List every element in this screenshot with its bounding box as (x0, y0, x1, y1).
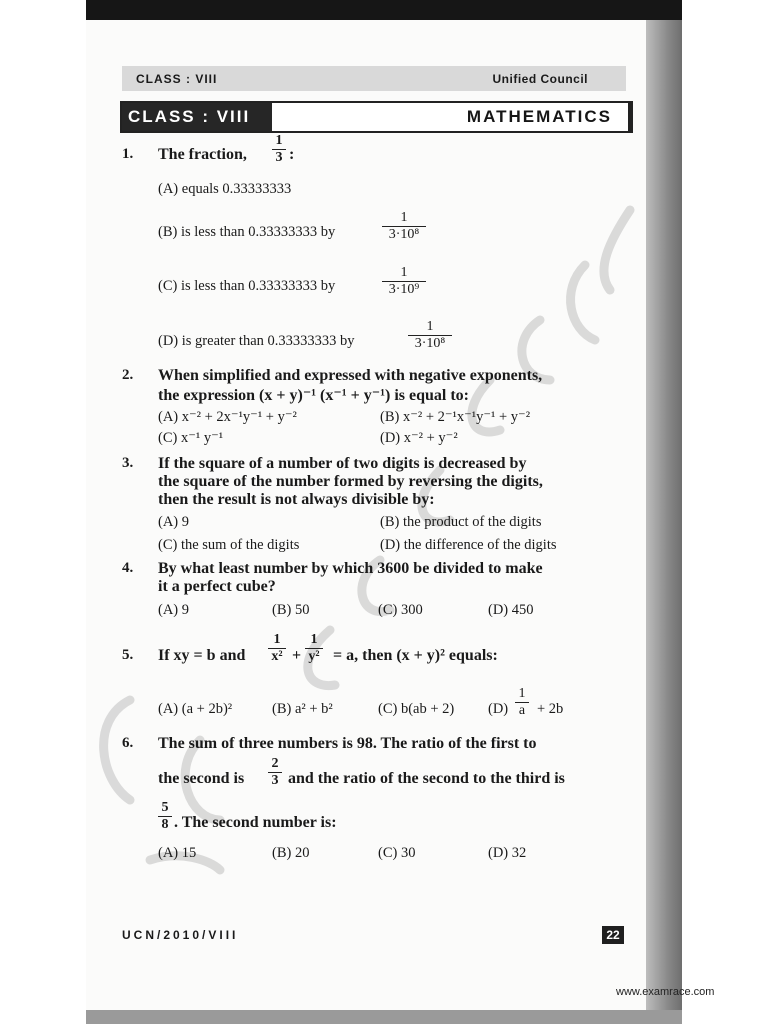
q5-stem-b: = a, then (x + y)² equals: (333, 647, 498, 664)
q4-option-c: (C) 300 (378, 602, 423, 618)
q5-option-b: (B) a² + b² (272, 701, 333, 717)
running-header (122, 66, 626, 91)
q6-option-d: (D) 32 (488, 845, 527, 861)
q5-fraction-2 (305, 632, 323, 665)
q1-option-c: (C) is less than 0.33333333 by (158, 278, 336, 294)
q3-line-3: then the result is not always divisible by: (158, 491, 435, 508)
q5-option-a: (A) (a + 2b)² (158, 701, 233, 717)
q1-option-b: (B) is less than 0.33333333 by (158, 224, 336, 240)
q5-stem-a: If xy = b and (158, 647, 246, 664)
q5-number: 5. (122, 647, 134, 663)
q6-f2-denominator: 8 (158, 816, 172, 833)
section-title-bar (120, 101, 633, 133)
q4-option-a: (A) 9 (158, 602, 190, 618)
q5-f1-numerator: 1 (273, 632, 281, 647)
q1-colon: : (289, 146, 295, 163)
q4-number: 4. (122, 560, 134, 576)
q3-line-2: the square of the number formed by reversing the digits, (158, 473, 543, 490)
q5-f2-numerator: 1 (310, 632, 318, 647)
q6-option-b: (B) 20 (272, 845, 310, 861)
q6-f1-denominator: 3 (268, 772, 282, 789)
q5-f1-denominator: x² (268, 648, 286, 665)
q5-fraction-1 (268, 632, 286, 665)
q1-fraction (272, 133, 286, 166)
section-class: CLASS : VIII (122, 103, 272, 131)
q3-option-b: (B) the product of the digits (380, 514, 542, 530)
q6-f2-numerator: 5 (161, 800, 169, 815)
header-class: CLASS : VIII (136, 72, 218, 86)
q2-line-1: When simplified and expressed with negative exponents, (158, 367, 543, 384)
footer-code: UCN/2010/VIII (122, 928, 239, 942)
q5-d-numerator: 1 (518, 686, 526, 701)
header-council: Unified Council (492, 72, 588, 86)
q2-line-2: the expression (x + y)⁻¹ (x⁻¹ + y⁻¹) is equal to: (158, 387, 469, 404)
q5-d-denominator: a (515, 702, 529, 719)
q1-option-d: (D) is greater than 0.33333333 by (158, 333, 355, 349)
q1-b-numerator: 1 (400, 210, 408, 225)
q6-fraction-2 (158, 800, 172, 833)
section-subject: MATHEMATICS (466, 107, 612, 126)
q1-number: 1. (122, 146, 134, 162)
q2-option-d: (D) x⁻² + y⁻² (380, 430, 458, 446)
q6-line-1: The sum of three numbers is 98. The ratio of the first to (158, 735, 537, 752)
q1-fraction-denominator: 3 (272, 149, 286, 166)
q4-option-d: (D) 450 (488, 602, 534, 618)
q5-option-d-fraction (515, 686, 529, 719)
q4-line-2: it a perfect cube? (158, 578, 276, 595)
q3-option-d: (D) the difference of the digits (380, 537, 557, 553)
scan-right-edge (646, 20, 682, 1010)
q1-option-b-fraction (382, 210, 426, 243)
q1-stem: The fraction, (158, 146, 247, 163)
q1-c-numerator: 1 (400, 265, 408, 280)
q6-fraction-1 (268, 756, 282, 789)
q2-option-a: (A) x⁻² + 2x⁻¹y⁻¹ + y⁻² (158, 409, 297, 425)
scan-bottom-edge (86, 1010, 682, 1024)
q2-option-c: (C) x⁻¹ y⁻¹ (158, 430, 224, 446)
q2-option-b: (B) x⁻² + 2⁻¹x⁻¹y⁻¹ + y⁻² (380, 409, 531, 425)
q6-line-2b: and the ratio of the second to the third is (288, 770, 565, 787)
q6-option-c: (C) 30 (378, 845, 416, 861)
q1-d-numerator: 1 (426, 319, 434, 334)
q5-option-d-label: (D) (488, 701, 509, 717)
q4-line-1: By what least number by which 3600 be divided to make (158, 560, 543, 577)
q3-line-1: If the square of a number of two digits is decreased by (158, 455, 527, 472)
q1-fraction-numerator: 1 (275, 133, 283, 148)
page-number-badge: 22 (602, 926, 624, 944)
q1-d-denominator: 3·10⁸ (408, 335, 452, 352)
q1-option-a: (A) equals 0.33333333 (158, 181, 292, 197)
scan-top-edge (86, 0, 682, 20)
q5-f2-denominator: y² (305, 648, 323, 665)
q6-f1-numerator: 2 (271, 756, 279, 771)
q6-line-2a: the second is (158, 770, 245, 787)
q1-c-denominator: 3·10⁹ (382, 281, 426, 298)
q6-line-3: . The second number is: (174, 814, 337, 831)
q1-b-denominator: 3·10⁸ (382, 226, 426, 243)
q3-option-a: (A) 9 (158, 514, 190, 530)
q5-option-c: (C) b(ab + 2) (378, 701, 455, 717)
q3-option-c: (C) the sum of the digits (158, 537, 300, 553)
q3-number: 3. (122, 455, 134, 471)
q5-option-d-tail: + 2b (537, 701, 564, 717)
site-url-link[interactable]: www.examrace.com (616, 986, 715, 998)
q1-option-d-fraction (408, 319, 452, 352)
q2-number: 2. (122, 367, 134, 383)
q1-option-c-fraction (382, 265, 426, 298)
q6-option-a: (A) 15 (158, 845, 197, 861)
q6-number: 6. (122, 735, 134, 751)
q5-plus: + (292, 647, 302, 664)
q4-option-b: (B) 50 (272, 602, 310, 618)
